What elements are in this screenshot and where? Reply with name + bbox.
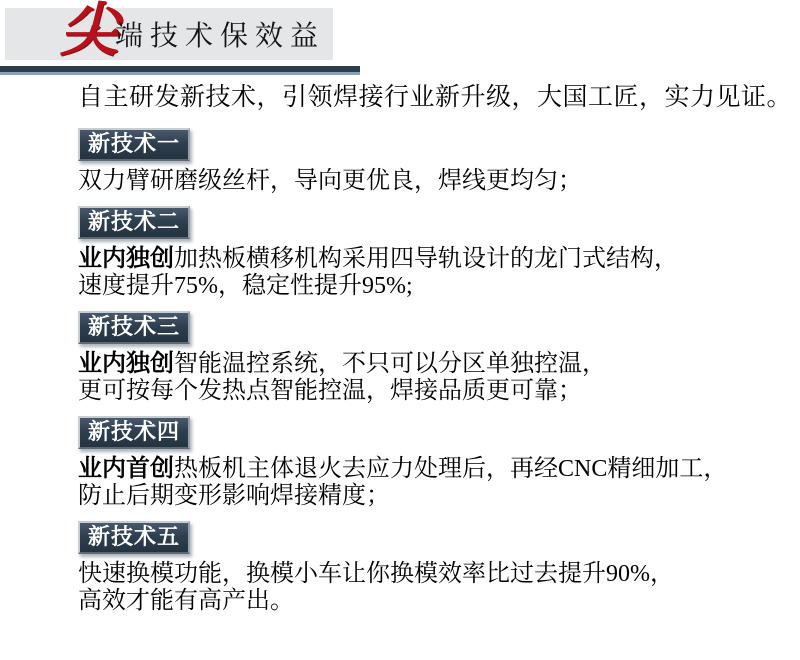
tech-3-line-2 <box>78 378 776 405</box>
badge-tech-2: 新技术二 <box>78 206 190 239</box>
tech-2-line-2 <box>78 273 776 300</box>
section-tech-3 <box>78 311 776 405</box>
tech-2-line-1-text: 加热板横移机构采用四导轨设计的龙门式结构， <box>174 246 678 272</box>
tech-3-line-2-text: 更可按每个发热点智能控温，焊接品质更可靠； <box>78 378 582 404</box>
main-content <box>0 82 800 615</box>
tech-3-line-1 <box>78 351 776 378</box>
tech-4-line-2-text: 防止后期变形影响焊接精度； <box>78 483 390 509</box>
intro-text: 自主研发新技术，引领焊接行业新升级，大国工匠，实力见证。 <box>78 84 793 111</box>
title-accent-char: 尖 <box>60 0 119 63</box>
tech-3-line-1-bold: 业内独创 <box>78 351 174 377</box>
badge-tech-1: 新技术一 <box>78 128 190 161</box>
tech-5-line-1 <box>78 561 776 588</box>
tech-5-line-2-text: 高效才能有高产出。 <box>78 588 294 614</box>
tech-2-line-1-bold: 业内独创 <box>78 246 174 272</box>
section-tech-5 <box>78 521 776 615</box>
tech-5-line-1-text: 快速换模功能，换模小车让你换模效率比过去提升90%， <box>78 561 674 587</box>
badge-tech-5: 新技术五 <box>78 521 190 554</box>
badge-tech-3: 新技术三 <box>78 311 190 344</box>
tech-4-line-1-text: 热板机主体退火去应力处理后，再经CNC精细加工， <box>174 456 728 482</box>
tech-4-line-1-bold: 业内首创 <box>78 456 174 482</box>
section-tech-1 <box>78 128 776 195</box>
tech-3-line-1-text: 智能温控系统，不只可以分区单独控温， <box>174 351 606 377</box>
title-underline-bar <box>0 66 360 75</box>
tech-5-line-2 <box>78 588 776 615</box>
badge-tech-4: 新技术四 <box>78 416 190 449</box>
tech-1-line-1 <box>78 168 776 195</box>
section-tech-4 <box>78 416 776 510</box>
page-header <box>0 0 800 78</box>
title-box <box>5 0 333 63</box>
page-title: 端技术保效益 <box>115 21 326 52</box>
tech-2-line-1 <box>78 246 776 273</box>
tech-2-line-2-text: 速度提升75%，稳定性提升95%; <box>78 273 413 299</box>
tech-4-line-2 <box>78 483 776 510</box>
tech-1-line-1-text: 双力臂研磨级丝杆，导向更优良，焊线更均匀； <box>78 168 582 194</box>
section-tech-2 <box>78 206 776 300</box>
tech-4-line-1 <box>78 456 776 483</box>
